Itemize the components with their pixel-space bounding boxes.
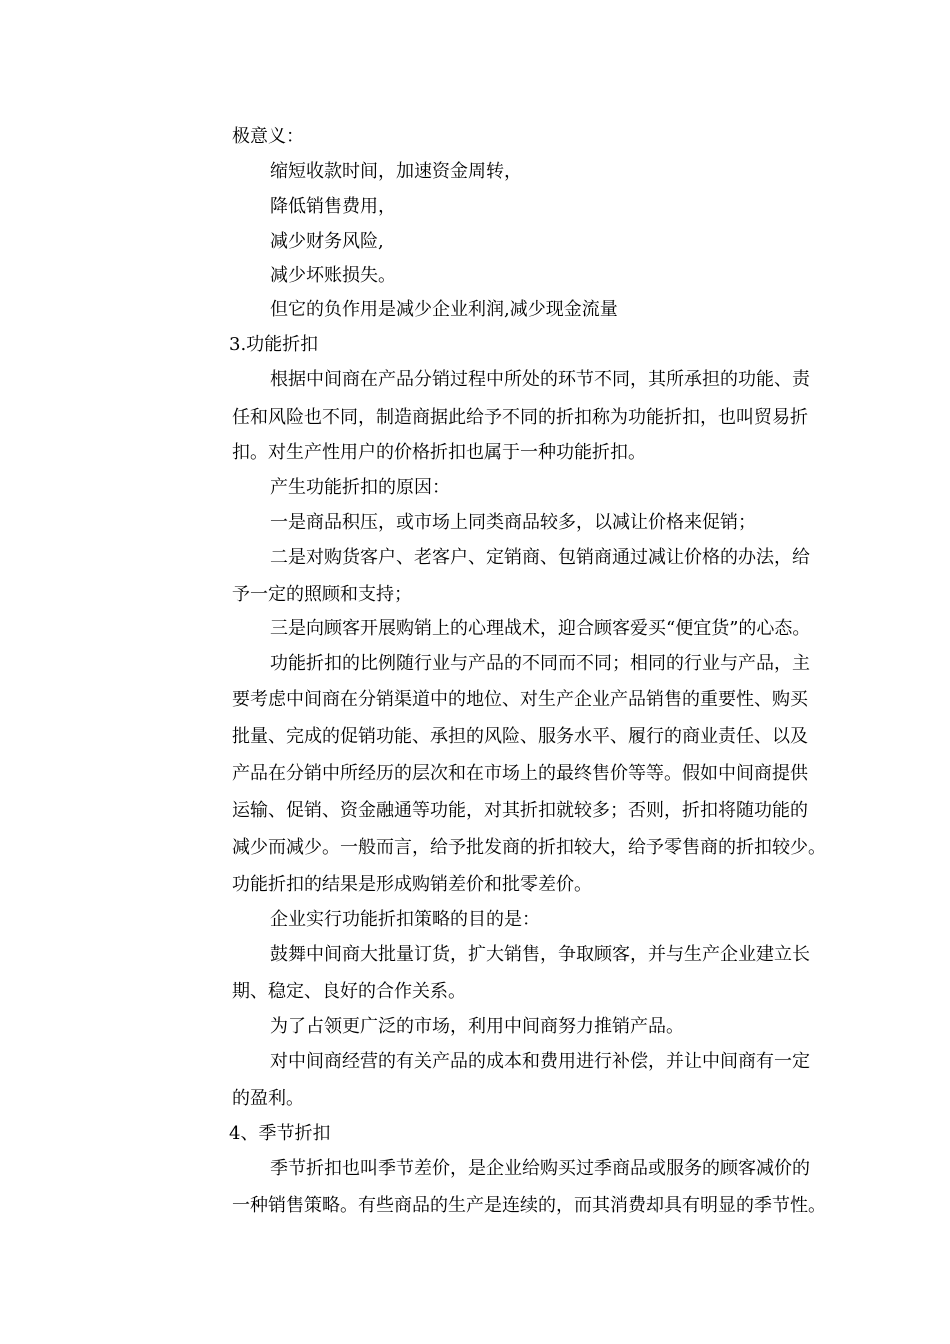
text-line: 季节折扣也叫季节差价，是企业给购买过季商品或服务的顾客减价的 [270, 1158, 810, 1179]
text-line: 但它的负作用是减少企业利润,减少现金流量 [270, 299, 618, 320]
text-line: 批量、完成的促销功能、承担的风险、服务水平、履行的商业责任、以及 [232, 726, 808, 747]
text-line: 予一定的照顾和支持； [232, 584, 412, 605]
text-line: 减少财务风险, [270, 231, 384, 252]
text-line: 扣。对生产性用户的价格折扣也属于一种功能折扣。 [232, 442, 646, 463]
text-line: 运输、促销、资金融通等功能，对其折扣就较多；否则，折扣将随功能的 [232, 800, 808, 821]
section-heading: 4、季节折扣 [229, 1123, 331, 1144]
text-line: 三是向顾客开展购销上的心理战术，迎合顾客爱买“便宜货”的心态。 [270, 618, 811, 639]
text-line: 任和风险也不同，制造商据此给予不同的折扣称为功能折扣，也叫贸易折 [232, 407, 808, 428]
text-line: 为了占领更广泛的市场，利用中间商努力推销产品。 [270, 1016, 684, 1037]
section-heading: 3.功能折扣 [229, 334, 319, 355]
text-line: 根据中间商在产品分销过程中所处的环节不同，其所承担的功能、责 [270, 369, 810, 390]
text-line: 产生功能折扣的原因： [270, 477, 450, 498]
text-line: 功能折扣的比例随行业与产品的不同而不同；相同的行业与产品，主 [270, 653, 810, 674]
text-line: 要考虑中间商在分销渠道中的地位、对生产企业产品销售的重要性、购买 [232, 689, 808, 710]
text-line: 企业实行功能折扣策略的目的是： [270, 909, 540, 930]
text-line: 鼓舞中间商大批量订货，扩大销售，争取顾客，并与生产企业建立长 [270, 944, 810, 965]
text-line: 功能折扣的结果是形成购销差价和批零差价。 [232, 874, 592, 895]
text-line: 减少而减少。一般而言，给予批发商的折扣较大，给予零售商的折扣较少。 [232, 837, 826, 858]
text-line: 期、稳定、良好的合作关系。 [232, 981, 466, 1002]
text-line: 降低销售费用， [270, 196, 396, 217]
text-line: 减少坏账损失。 [270, 265, 396, 286]
text-line: 产品在分销中所经历的层次和在市场上的最终售价等等。假如中间商提供 [232, 763, 808, 784]
text-line: 缩短收款时间，加速资金周转， [270, 161, 522, 182]
text-line: 二是对购货客户、老客户、定销商、包销商通过减让价格的办法，给 [270, 547, 810, 568]
text-line: 对中间商经营的有关产品的成本和费用进行补偿，并让中间商有一定 [270, 1051, 810, 1072]
text-line: 一种销售策略。有些商品的生产是连续的，而其消费却具有明显的季节性。 [232, 1195, 826, 1216]
text-line: 一是商品积压，或市场上同类商品较多，以减让价格来促销； [270, 512, 756, 533]
text-line: 的盈利。 [232, 1088, 304, 1109]
text-line: 极意义： [232, 126, 304, 147]
